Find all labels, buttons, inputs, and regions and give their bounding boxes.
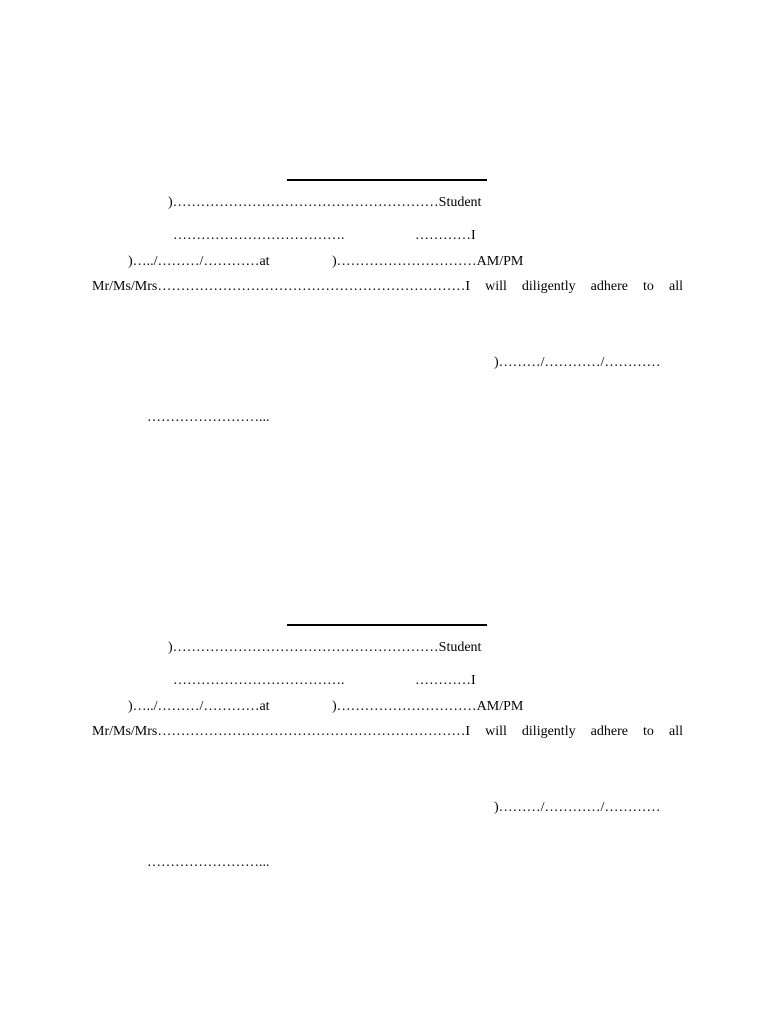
form-block-2 (0, 445, 768, 870)
adhere-word: will (485, 724, 507, 739)
i-line: …………I (415, 673, 476, 688)
signature-blank: ……………………... (147, 855, 270, 870)
adhere-word: diligently (521, 279, 576, 294)
adhere-word: to (643, 724, 654, 739)
adhere-word: all (668, 279, 683, 294)
adhere-line (92, 279, 683, 295)
title-rule (287, 624, 487, 626)
adhere-word: Mr/Ms/Mrs…………………………………………………………I (92, 724, 471, 739)
i-line: …………I (415, 228, 476, 243)
adhere-word: will (485, 279, 507, 294)
adhere-word: Mr/Ms/Mrs…………………………………………………………I (92, 279, 471, 294)
sign-date-line: )………/…………/………… (494, 800, 661, 815)
form-block-1 (0, 0, 768, 425)
student-line: )…………………………………………………Student (168, 640, 482, 655)
adhere-line (92, 724, 683, 740)
adhere-word: all (668, 724, 683, 739)
name-blank: ………………………………. (173, 228, 345, 243)
adhere-word: adhere (590, 279, 628, 294)
adhere-word: diligently (521, 724, 576, 739)
date-line: )…../………/…………at (128, 699, 270, 714)
adhere-word: adhere (590, 724, 628, 739)
name-blank: ………………………………. (173, 673, 345, 688)
sign-date-line: )………/…………/………… (494, 355, 661, 370)
adhere-word: to (643, 279, 654, 294)
time-line: )…………………………AM/PM (332, 254, 524, 269)
date-line: )…../………/…………at (128, 254, 270, 269)
time-line: )…………………………AM/PM (332, 699, 524, 714)
signature-blank: ……………………... (147, 410, 270, 425)
title-rule (287, 179, 487, 181)
student-line: )…………………………………………………Student (168, 195, 482, 210)
